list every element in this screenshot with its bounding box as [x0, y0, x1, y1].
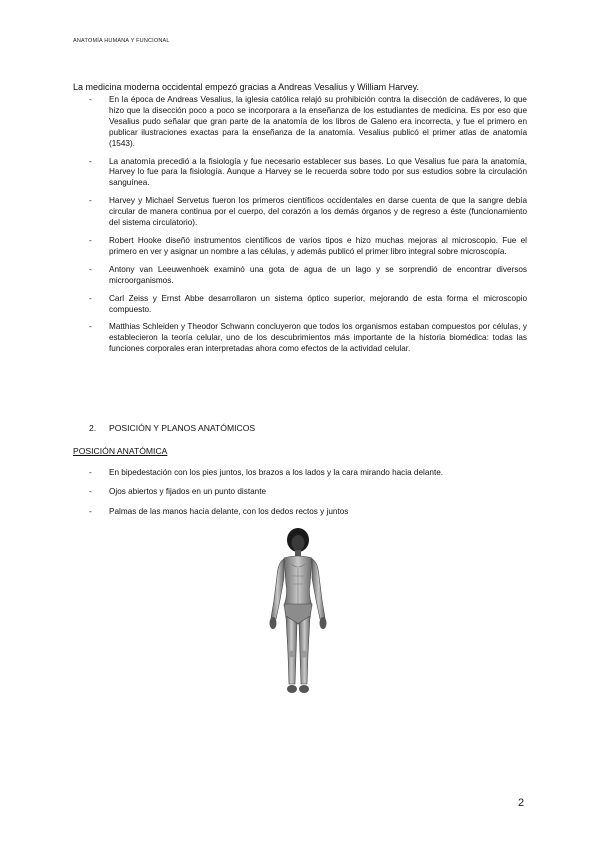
list-item-text: Carl Zeiss y Ernst Abbe desarrollaron un sistema óptico superior, mejorando de esta forma el microscopio compuesto.	[109, 293, 527, 314]
bullet-marker: -	[89, 468, 92, 477]
list-item-text: La anatomía precedió a la fisiología y fue necesario establecer sus bases. Lo que Vesalius fue para la anatomía, Harvey lo fue para la fisiología. Aunque a Harvey se le recuerda sobre todo por sus estudios sobre la circulación sanguínea.	[109, 156, 527, 188]
list-item-text: Antony van Leeuwenhoek examinó una gota de agua de un lago y se sorprendió de encontrar diversos microorganismos.	[109, 264, 527, 285]
list-item	[73, 265, 527, 287]
list-item-text: Robert Hooke diseñó instrumentos científicos de varios tipos e hizo muchas mejoras al microscopio. Fue el primero en ver y asignar un nombre a las células, y además publicó el primer libro integral sobre microscopía.	[109, 235, 527, 256]
list-item-text: Palmas de las manos hacia delante, con los dedos rectos y juntos	[109, 506, 349, 516]
list-item	[73, 322, 527, 355]
list-item	[73, 487, 527, 498]
list-item	[73, 196, 527, 229]
bullet-marker: -	[89, 487, 92, 497]
list-item	[73, 157, 527, 190]
bullet-marker: -	[89, 264, 92, 274]
position-list	[73, 468, 527, 526]
list-item	[73, 95, 527, 150]
list-item	[73, 236, 527, 258]
list-item-text: En bipedestación con los pies juntos, los brazos a los lados y la cara mirando hacia delante.	[109, 468, 444, 477]
section-number: 2.	[89, 423, 97, 433]
bullet-marker: -	[89, 95, 92, 104]
list-item-text: En la época de Andreas Vesalius, la iglesia católica relajó su prohibición contra la disección de cadáveres, lo que hizo que la disección poco a poco se incorporara a la enseñanza de los estudiantes de medicina. Es por eso que Vesalius pudo señalar que gran parte de la anatomía de los libros de Galeno era incorrecta, y fue el primero en publicar ilustraciones exactas para la enseñanza de la anatomía. Vesalius publicó el primer atlas de anatomía (1543).	[109, 95, 527, 148]
section-title: POSICIÓN Y PLANOS ANATÓMICOS	[109, 423, 256, 433]
list-item-text: Ojos abiertos y fijados en un punto distante	[109, 487, 267, 497]
bullet-marker: -	[89, 506, 92, 516]
page-number: 2	[518, 797, 525, 809]
list-item-text: Matthias Schleiden y Theodor Schwann concluyeron que todos los organismos estaban compuestos por células, y establecieron la teoría celular, uno de los descubrimientos más importante de la historia biomédica: todas las funciones corporales eran interpretadas ahora como efectos de la actividad celular.	[109, 322, 527, 354]
bullet-marker: -	[89, 293, 92, 303]
anatomical-position-figure	[258, 528, 338, 700]
list-item	[73, 507, 527, 518]
list-item	[73, 468, 527, 479]
list-item-text: Harvey y Michael Servetus fueron los primeros científicos occidentales en darse cuenta de que la sangre debía circular de manera continua por el cuerpo, del corazón a los demás órganos y de regreso a éste (funcionamiento del sistema circulatorio).	[109, 196, 527, 228]
bullet-marker: -	[89, 322, 92, 332]
subsection-heading: POSICIÓN ANATÓMICA	[73, 446, 168, 456]
list-item	[73, 294, 527, 316]
bullet-marker: -	[89, 235, 92, 245]
intro-paragraph: La medicina moderna occidental empezó gracias a Andreas Vesalius y William Harvey.	[73, 82, 419, 92]
section-heading	[89, 423, 255, 433]
running-header: ANATOMÍA HUMANA Y FUNCIONAL	[73, 38, 170, 44]
bullet-marker: -	[89, 196, 92, 206]
history-list	[73, 95, 527, 362]
bullet-marker: -	[89, 156, 92, 166]
